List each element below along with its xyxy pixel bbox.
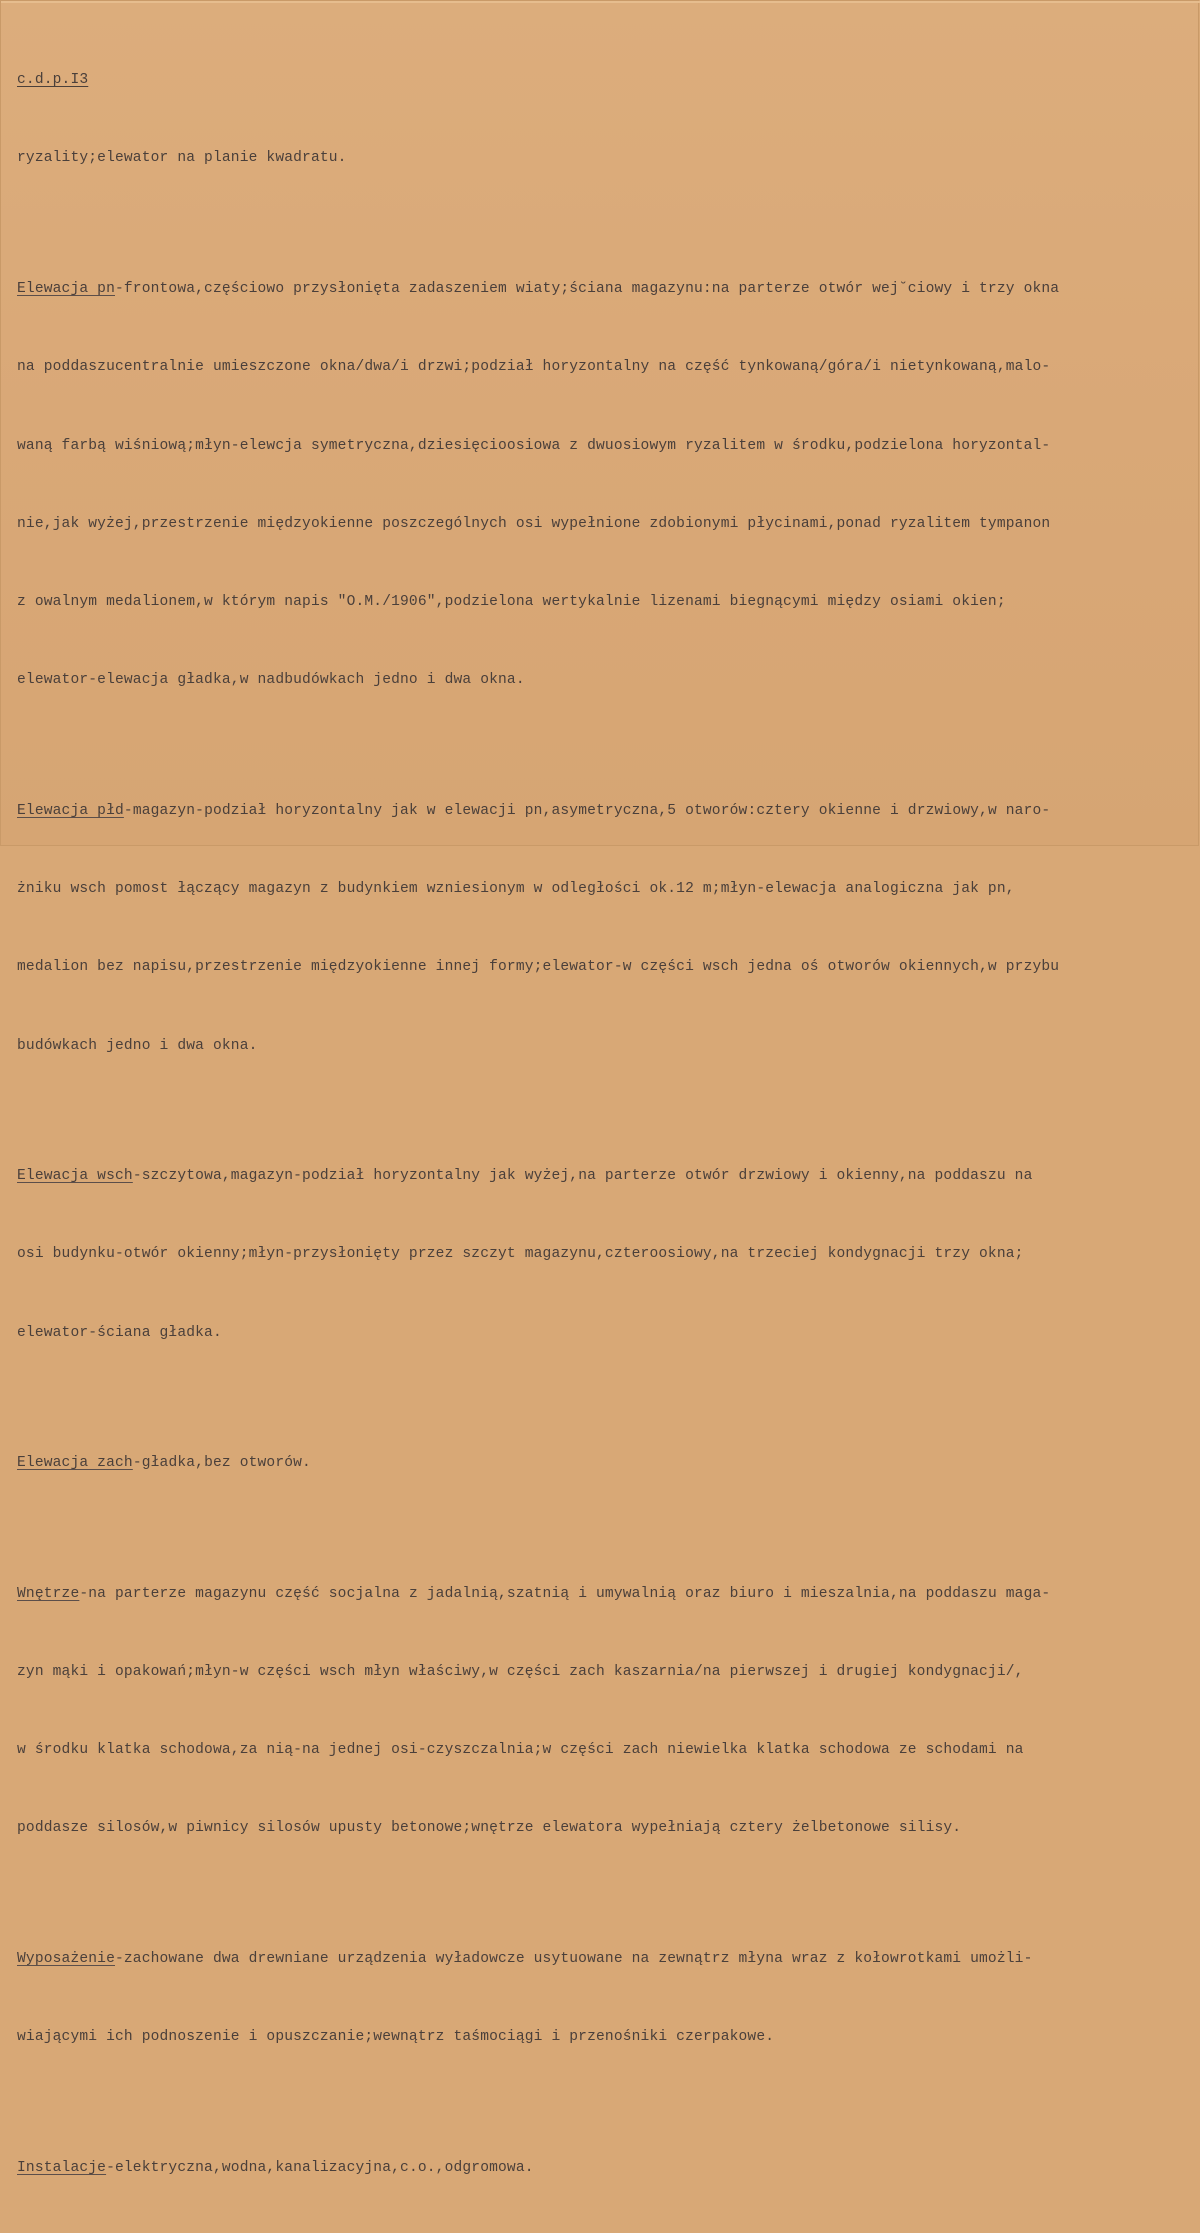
section-heading-wyposazenie: Wyposażenie xyxy=(17,1950,115,1967)
section-text: -magazyn-podział horyzontalny jak w elewacji pn,asymetryczna,5 otworów:cztery okienne i drzwiowy,w naro- xyxy=(123,802,1051,819)
card-reference: c.d.p.I3 xyxy=(17,72,89,89)
section-line xyxy=(17,1581,1197,1607)
section-heading-elewacja-pn: Elewacja pn xyxy=(17,280,115,297)
section-text: -szczytowa,magazyn-podział horyzontalny jak wyżej,na parterze otwór drzwiowy i okienny,na poddaszu na xyxy=(132,1168,1033,1185)
section-heading-elewacja-pld: Elewacja płd xyxy=(17,802,124,819)
section-line xyxy=(17,1163,1197,1189)
section-text-line: medalion bez napisu,przestrzenie międzyokienne innej formy;elewator-w części wsch jedna oś otworów okiennych,w przybu xyxy=(17,959,1060,976)
section-text-line: nie,jak wyżej,przestrzenie międzyokienne poszczególnych osi wypełnione zdobionymi płycinami,ponad ryzalitem tympanon xyxy=(17,515,1051,532)
intro-line: ryzality;elewator na planie kwadratu. xyxy=(17,150,347,167)
section-text-line: waną farbą wiśniową;młyn-elewcja symetryczna,dziesięcioosiowa z dwuosiowym ryzalitem w środku,podzielona horyzontal- xyxy=(17,437,1051,454)
section-text: -zachowane dwa drewniane urządzenia wyładowcze usytuowane na zewnątrz młyna wraz z kołowrotkami umożli- xyxy=(114,1950,1033,1967)
section-text: -elektryczna,wodna,kanalizacyjna,c.o.,odgromowa. xyxy=(106,2159,534,2176)
section-text-line: żniku wsch pomost łączący magazyn z budynkiem wzniesionym w odległości ok.12 m;młyn-elewacja analogiczna jak pn, xyxy=(17,881,1015,898)
section-text: -frontowa,częściowo przysłonięta zadaszeniem wiaty;ściana magazynu:na parterze otwór wej˘ciowy i trzy okna xyxy=(114,280,1060,297)
typed-text xyxy=(17,15,1197,2233)
section-text-line: z owalnym medalionem,w którym napis "O.M./1906",podzielona wertykalnie lizenami biegnącymi między osiami okien; xyxy=(17,594,1006,611)
section-text-line: w środku klatka schodowa,za nią-na jednej osi-czyszczalnia;w części zach niewielka klatka schodowa ze schodami na xyxy=(17,1742,1024,1759)
reference-line xyxy=(17,67,1197,93)
section-heading-elewacja-zach: Elewacja zach xyxy=(17,1455,133,1472)
section-line xyxy=(17,798,1197,824)
section-heading-elewacja-wsch: Elewacja wsch xyxy=(17,1168,133,1185)
section-text-line: elewator-elewacja gładka,w nadbudówkach jedno i dwa okna. xyxy=(17,672,525,689)
section-line xyxy=(17,1946,1197,1972)
section-heading-wnetrze: Wnętrze xyxy=(17,1585,80,1602)
section-line xyxy=(17,1450,1197,1476)
section-text: -na parterze magazynu część socjalna z jadalnią,szatnią i umywalnią oraz biuro i mieszalnia,na poddaszu maga- xyxy=(79,1585,1051,1602)
section-line xyxy=(17,276,1197,302)
card-top-edge xyxy=(1,1,1200,3)
section-text: -gładka,bez otworów. xyxy=(132,1455,311,1472)
section-line xyxy=(17,2155,1197,2181)
section-text-line: poddasze silosów,w piwnicy silosów upusty betonowe;wnętrze elewatora wypełniają cztery żelbetonowe silisy. xyxy=(17,1820,962,1837)
section-text-line: zyn mąki i opakowań;młyn-w części wsch młyn właściwy,w części zach kaszarnia/na pierwszej i drugiej kondygnacji/, xyxy=(17,1663,1024,1680)
section-heading-instalacje: Instalacje xyxy=(17,2159,107,2176)
section-text-line: wiającymi ich podnoszenie i opuszczanie;wewnątrz taśmociągi i przenośniki czerpakowe. xyxy=(17,2029,775,2046)
section-text-line: na poddaszucentralnie umieszczone okna/dwa/i drzwi;podział horyzontalny na część tynkowaną/góra/i nietynkowaną,malo- xyxy=(17,359,1051,376)
section-text-line: osi budynku-otwór okienny;młyn-przysłonięty przez szczyt magazynu,czteroosiowy,na trzeciej kondygnacji trzy okna; xyxy=(17,1246,1024,1263)
section-text-line: budówkach jedno i dwa okna. xyxy=(17,1037,258,1054)
section-text-line: elewator-ściana gładka. xyxy=(17,1324,222,1341)
